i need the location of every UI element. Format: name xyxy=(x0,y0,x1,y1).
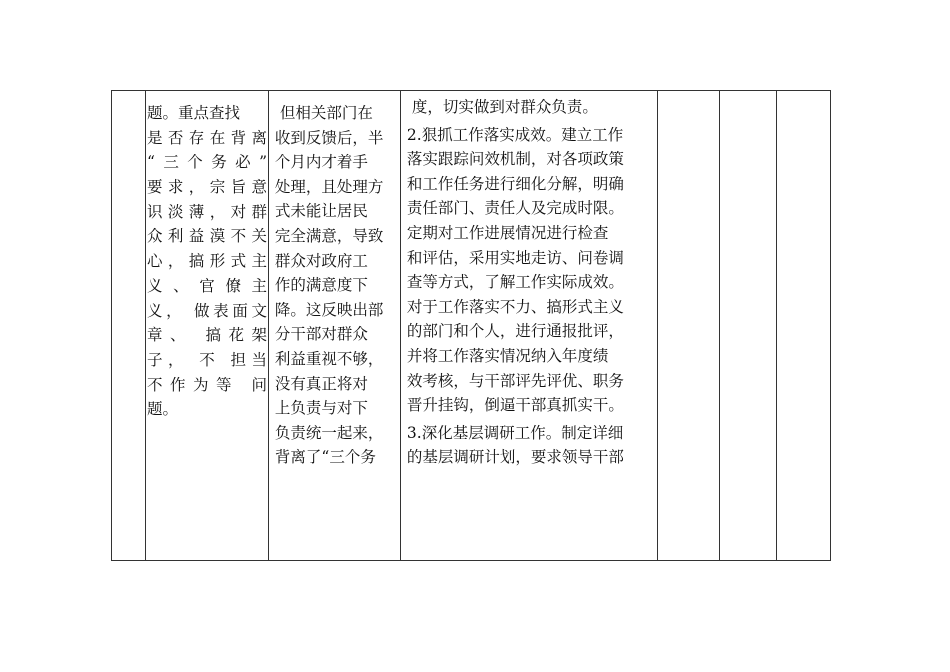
manifestation-text xyxy=(270,101,399,470)
text-line: 完全满意，导致 xyxy=(270,226,384,245)
problem-description-text xyxy=(147,101,267,422)
text-line: 定期对工作进展情况进行检查 xyxy=(402,223,609,242)
text-line: 上负责与对下 xyxy=(270,399,368,418)
cell-manifestation xyxy=(270,91,399,560)
text-line: 2.狠抓工作落实成效。建立工作 xyxy=(402,125,624,144)
text-line: 个月内才着手 xyxy=(270,153,368,172)
text-line: 收到反馈后，半 xyxy=(270,128,384,147)
text-line: 落实跟踪问效机制，对各项政策 xyxy=(402,150,624,169)
column-divider xyxy=(145,91,146,560)
text-line: 没有真正将对 xyxy=(270,374,368,393)
text-line: 的部门和个人，进行通报批评， xyxy=(402,322,624,341)
rectification-table xyxy=(111,90,831,561)
text-line: 负责统一起来， xyxy=(270,423,384,442)
column-divider xyxy=(268,91,269,560)
text-line: 责任部门、责任人及完成时限。 xyxy=(402,199,624,218)
text-line: 群众对政府工 xyxy=(270,251,368,270)
text-line: 降。这反映出部 xyxy=(270,300,384,319)
cell-col1 xyxy=(112,91,145,560)
text-line: 要求，宗旨意 xyxy=(147,178,267,197)
text-line: 作的满意度下 xyxy=(270,276,368,295)
text-line: 题。重点查找 xyxy=(147,104,241,122)
text-line: 查等方式，了解工作实际成效。 xyxy=(402,273,624,292)
text-line: 是否存在背离 xyxy=(147,128,267,147)
column-divider xyxy=(400,91,401,560)
text-line: 章、 搞花架 xyxy=(147,326,267,345)
text-line: 并将工作落实情况纳入年度绩 xyxy=(402,346,609,365)
text-line: 但相关部门在 xyxy=(270,104,373,122)
text-line: 的基层调研计划，要求领导干部 xyxy=(402,448,624,467)
cell-col6 xyxy=(720,91,776,560)
text-line: 效考核，与干部评先评优、职务 xyxy=(402,371,624,390)
text-line: “三个务必” xyxy=(147,153,267,172)
text-line: 晋升挂钩，倒逼干部真抓实干。 xyxy=(402,396,624,415)
cell-measures xyxy=(402,91,656,560)
text-line: 义 、 官 僚 主 xyxy=(147,276,267,295)
text-line: 对于工作落实不力、搞形式主义 xyxy=(402,297,624,316)
text-line: 和评估，采用实地走访、问卷调 xyxy=(402,248,624,267)
text-line: 背离了“三个务 xyxy=(270,448,376,467)
text-line: 度，切实做到对群众负责。 xyxy=(402,98,598,116)
text-line: 利益重视不够， xyxy=(270,349,384,368)
text-line: 子， 不 担当 xyxy=(147,350,267,369)
text-line: 和工作任务进行细化分解，明确 xyxy=(402,174,624,193)
cell-problem-description xyxy=(147,91,267,560)
text-line: 分干部对群众 xyxy=(270,325,368,344)
text-line: 处理，且处理方 xyxy=(270,177,384,196)
text-line: 众利益漠不关 xyxy=(147,227,267,246)
text-line: 义， 做表面文 xyxy=(147,301,267,320)
measures-text xyxy=(402,95,656,470)
text-line: 识淡薄，对群 xyxy=(147,202,267,221)
cell-col7 xyxy=(777,91,831,560)
text-line: 心，搞形式主 xyxy=(147,252,267,271)
text-line: 式未能让居民 xyxy=(270,202,368,221)
text-line: 3.深化基层调研工作。制定详细 xyxy=(402,423,624,442)
text-line: 不作为等 问 xyxy=(147,375,267,394)
text-line: 题。 xyxy=(147,400,179,419)
cell-col5 xyxy=(658,91,719,560)
